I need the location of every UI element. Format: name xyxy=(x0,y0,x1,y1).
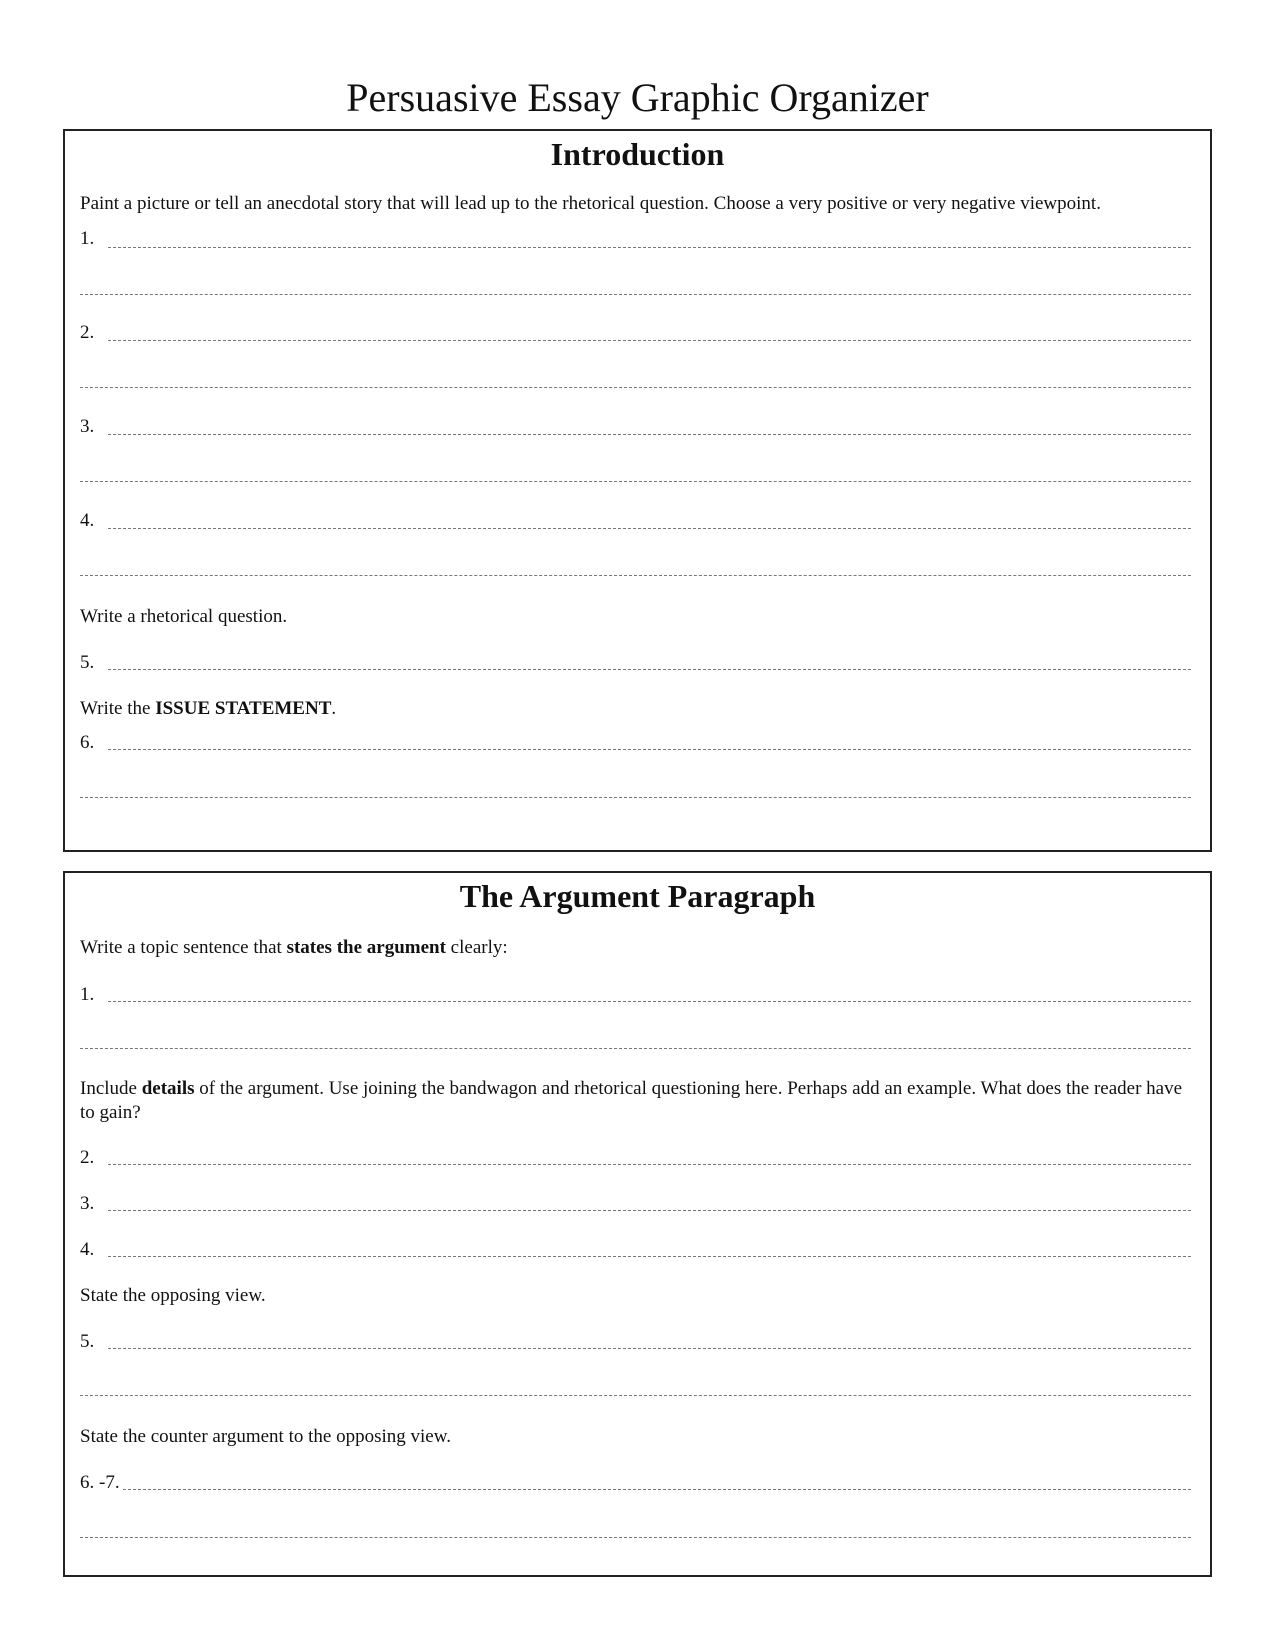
arg-item-4-number: 4. xyxy=(80,1239,95,1260)
arg-item-6-7-line-2[interactable] xyxy=(80,1537,1191,1538)
details-prompt xyxy=(80,1077,1198,1125)
intro-item-2-line-2[interactable] xyxy=(80,387,1191,388)
arg-item-2-line[interactable] xyxy=(108,1164,1191,1165)
topic-prefix: Write a topic sentence that xyxy=(80,937,287,958)
argument-section xyxy=(63,871,1212,1577)
opposing-view-prompt: State the opposing view. xyxy=(80,1285,266,1306)
intro-item-4-number: 4. xyxy=(80,510,95,531)
intro-item-6-line[interactable] xyxy=(108,749,1191,750)
intro-item-4-line-2[interactable] xyxy=(80,575,1191,576)
arg-item-3-number: 3. xyxy=(80,1193,95,1214)
introduction-heading: Introduction xyxy=(550,136,725,172)
intro-item-3-line-2[interactable] xyxy=(80,481,1191,482)
issue-suffix: . xyxy=(331,698,337,719)
intro-item-4-line[interactable] xyxy=(108,528,1191,529)
issue-prefix: Write the xyxy=(80,698,156,719)
arg-item-2-number: 2. xyxy=(80,1147,95,1168)
arg-item-6-7-line[interactable] xyxy=(123,1489,1191,1490)
intro-item-2-number: 2. xyxy=(80,322,95,343)
intro-item-3-line[interactable] xyxy=(108,434,1191,435)
arg-item-3-line[interactable] xyxy=(108,1210,1191,1211)
rhetorical-question-prompt: Write a rhetorical question. xyxy=(80,606,288,627)
intro-item-1-line[interactable] xyxy=(108,247,1191,248)
arg-item-6-7-number: 6. -7. xyxy=(80,1472,120,1493)
details-prefix: Include xyxy=(80,1078,142,1099)
intro-item-1-number: 1. xyxy=(80,228,95,249)
arg-item-1-number: 1. xyxy=(80,984,95,1005)
arg-item-1-line-2[interactable] xyxy=(80,1048,1191,1049)
intro-item-6-number: 6. xyxy=(80,732,95,753)
topic-sentence-prompt xyxy=(80,936,1198,960)
topic-suffix: clearly: xyxy=(445,937,508,958)
counter-argument-prompt: State the counter argument to the opposing view. xyxy=(80,1426,451,1447)
arg-item-5-line[interactable] xyxy=(108,1348,1191,1349)
intro-item-5-number: 5. xyxy=(80,652,95,673)
issue-bold: ISSUE STATEMENT xyxy=(155,698,332,719)
arg-item-4-line[interactable] xyxy=(108,1256,1191,1257)
introduction-instruction: Paint a picture or tell an anecdotal story that will lead up to the rhetorical question. Choose a very positive or very negative viewpoint. xyxy=(80,193,1101,214)
topic-bold: states the argument xyxy=(286,937,446,958)
arg-item-1-line[interactable] xyxy=(108,1001,1191,1002)
intro-item-6-line-2[interactable] xyxy=(80,797,1191,798)
page-title: Persuasive Essay Graphic Organizer xyxy=(346,75,929,120)
details-bold: details xyxy=(141,1078,195,1099)
intro-item-1-line-2[interactable] xyxy=(80,294,1191,295)
intro-item-2-line[interactable] xyxy=(108,340,1191,341)
issue-statement-prompt xyxy=(80,697,1198,721)
argument-heading: The Argument Paragraph xyxy=(459,878,816,914)
arg-item-5-number: 5. xyxy=(80,1331,95,1352)
intro-item-5-line[interactable] xyxy=(108,669,1191,670)
arg-item-5-line-2[interactable] xyxy=(80,1395,1191,1396)
intro-item-3-number: 3. xyxy=(80,416,95,437)
introduction-section xyxy=(63,129,1212,852)
details-suffix: of the argument. Use joining the bandwagon and rhetorical questioning here. Perhaps add an example. What does the reader have to gain? xyxy=(80,1078,1183,1123)
